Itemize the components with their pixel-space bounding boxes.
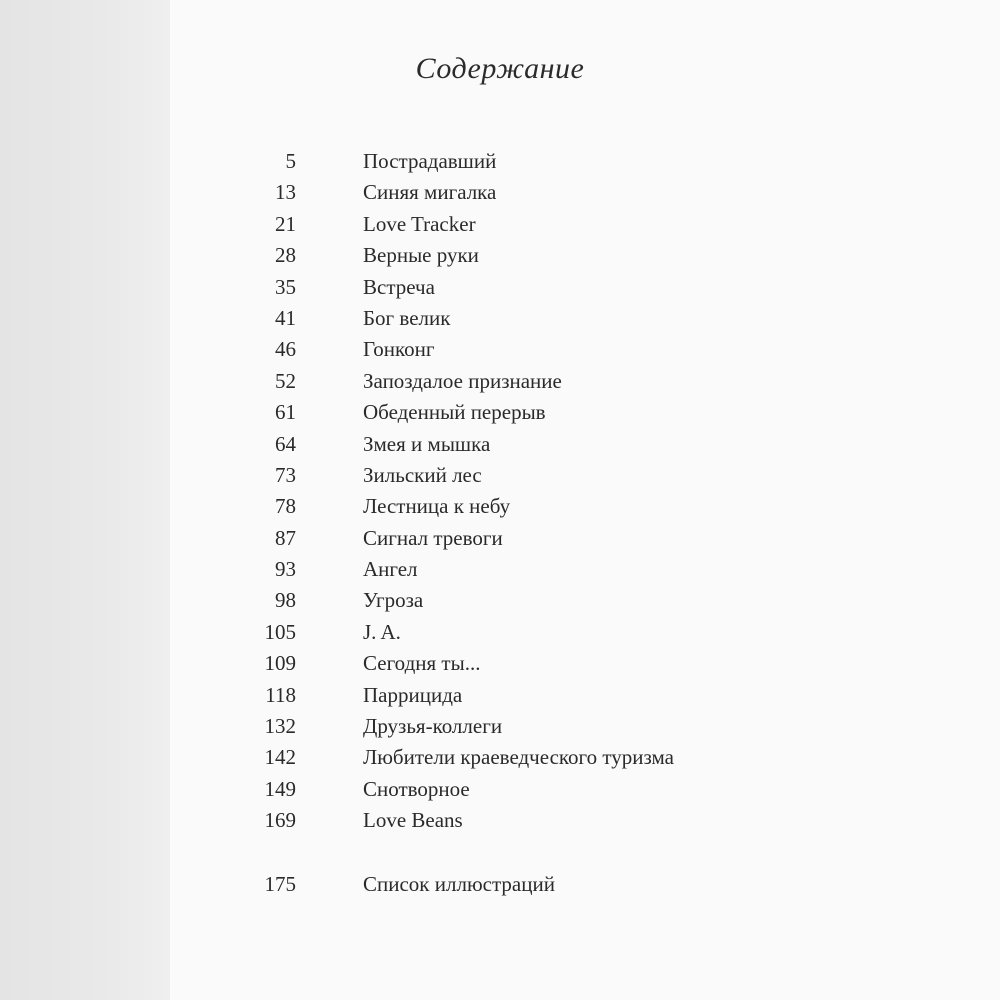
table-of-contents [0,146,1000,900]
toc-title: Лестница к небу [363,494,511,519]
toc-page-number: 169 [264,808,296,833]
toc-entry [0,397,1000,428]
toc-title: Любители краеведческого туризма [363,745,674,770]
toc-title: Запоздалое признание [363,368,562,393]
toc-entry [0,240,1000,271]
toc-entry [0,209,1000,240]
toc-entry [0,303,1000,334]
toc-entry [0,146,1000,177]
toc-entry [0,711,1000,742]
toc-page-number: 93 [275,557,296,582]
toc-page-number: 98 [275,588,296,613]
toc-title: Сегодня ты... [363,651,481,676]
toc-entry [0,585,1000,616]
toc-title: Ангел [363,557,418,582]
toc-title: Гонконг [363,337,435,362]
toc-page-number: 61 [275,400,296,425]
toc-title: Друзья-коллеги [363,714,503,739]
toc-page-number: 105 [264,619,296,644]
toc-page-number: 118 [265,682,296,707]
toc-entry [0,774,1000,805]
toc-entry [0,523,1000,554]
toc-page-number: 142 [264,745,296,770]
toc-title: Бог велик [363,305,451,330]
toc-title: Зильский лес [363,462,482,487]
toc-entry [0,460,1000,491]
toc-title: Верные руки [363,243,479,268]
toc-entry [0,617,1000,648]
toc-page-number: 149 [264,776,296,801]
toc-page-number: 28 [275,243,296,268]
toc-title: Сигнал тревоги [363,525,503,550]
toc-entry [0,334,1000,365]
toc-title: Пострадавший [363,149,497,173]
toc-title: Список иллюстраций [363,871,555,896]
toc-title: Love Tracker [363,211,476,236]
toc-page-number: 132 [264,714,296,739]
toc-page-number: 46 [275,337,296,362]
toc-title: Обеденный перерыв [363,400,546,425]
toc-entry [0,366,1000,397]
toc-page-number: 87 [275,525,296,550]
toc-title: Змея и мышка [363,431,491,456]
toc-page-number: 35 [275,274,296,299]
toc-title: J. A. [363,619,401,644]
toc-entry [0,680,1000,711]
toc-title: Синяя мигалка [363,180,497,205]
toc-title: Паррицида [363,682,463,707]
toc-entry [0,177,1000,208]
page-title: Содержание [415,52,585,85]
toc-page-number: 5 [285,149,296,173]
toc-page-number: 64 [275,431,296,456]
toc-entry [0,554,1000,585]
toc-page-number: 175 [264,871,296,896]
toc-page-number: 78 [275,494,296,519]
toc-page-number: 41 [275,305,296,330]
toc-title: Love Beans [363,808,463,833]
toc-entry [0,648,1000,679]
toc-title: Встреча [363,274,435,299]
toc-title: Угроза [363,588,424,613]
toc-page-number: 73 [275,462,296,487]
toc-page-number: 52 [275,368,296,393]
toc-entry [0,272,1000,303]
toc-entry [0,742,1000,773]
toc-title: Снотворное [363,776,470,801]
toc-page-number: 21 [275,211,296,236]
toc-entry [0,491,1000,522]
toc-entry [0,805,1000,836]
toc-appendix-entry [0,869,1000,900]
toc-page-number: 109 [264,651,296,676]
toc-page-number: 13 [275,180,296,205]
toc-entry [0,429,1000,460]
